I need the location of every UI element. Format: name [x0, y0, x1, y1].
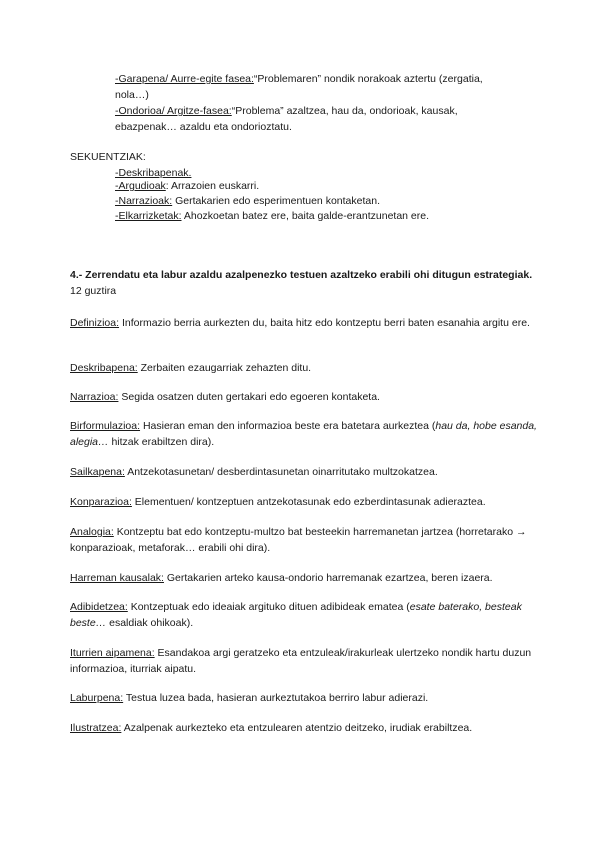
def-term: Harreman kausalak: — [70, 572, 164, 584]
def-item — [70, 494, 540, 510]
def-text: Testua luzea bada, hasieran aurkeztutakoa berriro labur adierazi. — [123, 692, 429, 704]
def-text: Antzekotasunetan/ desberdintasunetan oinarritutako multzokatzea. — [124, 466, 438, 478]
def-text: Azalpenak aurkezteko eta entzulearen atentzio deitzeko, irudiak erabiltzea. — [121, 722, 473, 734]
def-item — [70, 524, 540, 556]
def-text: Segida osatzen duten gertakari edo egoeren kontaketa. — [118, 391, 380, 403]
def-term: Sailkapena: — [70, 466, 125, 478]
def-term: Deskribapena: — [70, 362, 138, 374]
ondorioa-label: -Ondorioa/ Argitze-fasea: — [115, 105, 232, 117]
def-tail: esaldiak ohikoak). — [106, 617, 194, 629]
def-text: Hasieran eman den informazioa beste era batetara aurkeztea ( — [140, 420, 436, 432]
question — [70, 267, 540, 299]
def-text: Gertakarien arteko kausa-ondorio harremanak ezartzea, beren izaera. — [163, 572, 493, 584]
def-text: Esandakoa argi geratzeko eta entzuleak/irakurleak ulertzeko nondik hartu duzun informazioa, iturriak aipatu. — [70, 647, 532, 675]
def-term: Iturrien aipamena: — [70, 647, 155, 659]
def-tail: hitzak erabiltzen dira). — [108, 436, 215, 448]
def-text: Elementuen/ kontzeptuen antzekotasunak edo ezberdintasunak adieraztea. — [131, 496, 486, 508]
ondorioa-line — [115, 103, 515, 135]
def-item — [70, 690, 540, 706]
ondorioa-text: “Problema” azaltzea, hau da, ondorioak, kausak, ebazpenak… azaldu eta ondorioztatu. — [115, 105, 458, 133]
def-term: Laburpena: — [70, 692, 124, 704]
def-text: Zerbaiten ezaugarriak zehazten ditu. — [137, 362, 312, 374]
garapena-line — [115, 71, 515, 103]
seq-label: -Narrazioak: — [115, 195, 173, 207]
def-term: Definizioa: — [70, 317, 120, 329]
seq-text: Gertakarien edo esperimentuen kontaketan. — [172, 195, 380, 207]
def-term: Ilustratzea: — [70, 722, 122, 734]
def-text: Informazio berria aurkezten du, baita hitz edo kontzeptu berri baten esanahia argitu ere. — [119, 317, 530, 329]
def-term: Konparazioa: — [70, 496, 132, 508]
seq-text: Ahozkoetan batez ere, baita galde-erantzunetan ere. — [181, 210, 430, 222]
def-term: Narrazioa: — [70, 391, 119, 403]
sekuentziak-heading: SEKUENTZIAK: — [70, 151, 146, 163]
def-item — [70, 720, 540, 736]
garapena-label: -Garapena/ Aurre-egite fasea: — [115, 73, 254, 85]
seq-label: -Elkarrizketak: — [115, 210, 182, 222]
seq-item — [115, 193, 515, 209]
def-italic: esate baterako, besteak beste… — [70, 601, 522, 629]
def-item — [70, 315, 540, 331]
def-item — [70, 645, 540, 677]
def-item — [70, 599, 540, 631]
question-note: 12 guztira — [70, 285, 117, 297]
def-text: Kontzeptu bat edo kontzeptu-multzo bat besteekin harremanetan jartzea (horretarako → konparazioak, metaforak… erabili ohi dira). — [70, 526, 527, 554]
def-term: Adibidetzea: — [70, 601, 128, 613]
def-text: Kontzeptuak edo ideaiak argituko dituen adibideak ematea ( — [127, 601, 410, 613]
def-term: Birformulazioa: — [70, 420, 141, 432]
question-title: 4.- Zerrendatu eta labur azaldu azalpenezko testuen azaltzeko erabili ohi ditugun estrategiak. — [70, 269, 533, 281]
def-italic: hau da, hobe esanda, alegia… — [70, 420, 537, 448]
def-item — [70, 570, 540, 586]
def-item — [70, 464, 540, 480]
seq-label: -Deskribapenak. — [115, 167, 192, 179]
def-item — [70, 389, 540, 405]
def-item — [70, 418, 540, 450]
def-item — [70, 360, 540, 376]
seq-label: -Argudioak — [115, 180, 166, 192]
def-term: Analogia: — [70, 526, 114, 538]
seq-item — [115, 178, 515, 194]
seq-item — [115, 208, 515, 224]
garapena-text: “Problemaren” nondik norakoak aztertu (zergatia, nola…) — [115, 73, 483, 101]
seq-text: : Arrazoien euskarri. — [165, 180, 260, 192]
